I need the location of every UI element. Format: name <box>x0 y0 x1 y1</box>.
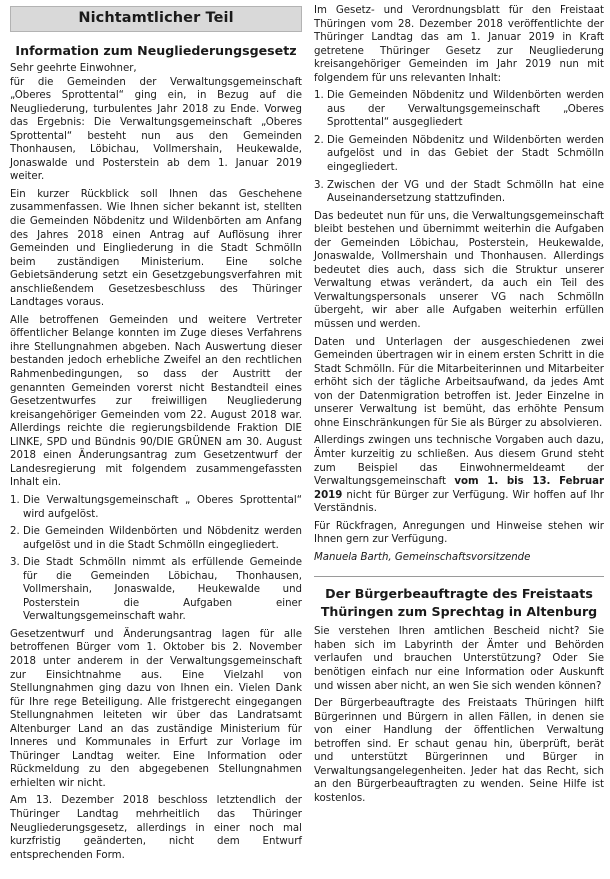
paragraph: Alle betroffenen Gemeinden und weitere Vertreter öffentlicher Belange konnten im Zuge dieses Verfahrens ihre Stellungnahmen abgeben. Nach Auswertung dieser bestanden jedoch erhebliche Zweifel an den rechtlichen Rahmenbedingungen, so dass der Austritt der genannten Gemeinden vorerst nicht Bestandteil eines Gesetzentwurfes zur freiwilligen Neugliederung kreisangehöriger Gemeinden vom 22. August 2018 war. Allerdings reichte die regierungsbildende Fraktion DIE LINKE, SPD und Bündnis 90/DIE GRÜNEN am 30. August 2018 einen Änderungsantrag zum Gesetzentwurf der Landesregierung mit folgendem zusammengefassten Inhalt ein. <box>10 314 302 489</box>
paragraph: Gesetzentwurf und Änderungsantrag lagen für alle betroffenen Bürger vom 1. Oktober bis 2. November 2018 unter anderem in der Verwaltungsgemeinschaft zur Einsichtnahme aus. Eine Vielzahl von Stellungnahmen ging dazu von Ihnen ein. Vielen Dank für Ihre rege Beteiligung. Alle fristgerecht eingegangen Stellungnahmen leiteten wir über das Landratsamt Altenburger Land an das zuständige Ministerium für Inneres und Kommunales in Erfurt zur Vorlage im Thüringer Landtag weiter. Eine Information oder Rückmeldung zu den abgegebenen Stellungnahmen erhielten wir nicht. <box>10 628 302 789</box>
paragraph: Für Rückfragen, Anregungen und Hinweise stehen wir Ihnen gern zur Verfügung. <box>314 520 604 546</box>
list-number: 2. <box>314 134 324 146</box>
article-title: Information zum Neugliederungsgesetz <box>15 43 297 58</box>
paragraph <box>314 434 604 515</box>
section-title: Nichtamtlicher Teil <box>78 10 234 27</box>
right-column <box>314 4 604 809</box>
title-line: Der Bürgerbeauftragte des Freistaats <box>325 586 593 602</box>
list-number: 3. <box>10 557 20 569</box>
amendment-list <box>10 494 302 624</box>
text-run: Allerdings zwingen uns technische Vorgaben auch dazu, Ämter kurzeitig zu schließen. Aus diesem Grund steht zum Beispiel das Einwohnermeldeamt der Verwaltungsgemeinschaft <box>314 435 604 488</box>
paragraph: für die Gemeinden der Verwaltungsgemeinschaft „Oberes Sprottental“ ging ein, in Bezug auf die Neugliederung, turbulentes Jahr 2018 zu Ende. Vorweg das Ergebnis: Die Verwaltungsgemeinschaft „Oberes Sprottental“ besteht nun aus den Gemeinden Thonhausen, Löbichau, Vollmershain, Heukewalde, Jonaswalde und Posterstein ab dem 1. Januar 2019 weiter. <box>10 76 302 183</box>
left-column <box>10 6 302 866</box>
signature: Manuela Barth, Gemeinschaftsvorsitzende <box>314 551 531 563</box>
list-number: 1. <box>10 494 20 506</box>
law-content-list <box>314 89 604 205</box>
list-text: Die Gemeinden Nöbdenitz und Wildenbörten werden aufgelöst und in das Gebiet der Stadt Schmölln eingegliedert. <box>327 134 604 174</box>
paragraph: Daten und Unterlagen der ausgeschiedenen zwei Gemeinden übertragen wir in einem ersten Schritt in die Stadt Schmölln. Für die Mitarbeiterinnen und Mitarbeiter erhöht sich der tägliche Arbeitsaufwand, da jedes Amt von der Datenmigration betroffen ist. Jeder Einzelne in unserer Verwaltung ist bemüht, das erhöhte Pensum ohne Einschränkungen für Sie als Bürger zu absolvieren. <box>314 336 604 429</box>
paragraph: Das bedeutet nun für uns, die Verwaltungsgemeinschaft bleibt bestehen und übernimmt weiterhin die Aufgaben der Gemeinden Löbichau, Posterstein, Heukewalde, Jonaswalde, Vollmershain und Thonhausen. Allerdings bedeutet dies auch, dass sich die Struktur unserer Verwaltung etwas verändert, da auch ein Teil des Verwaltungspersonals unserer VG nach Schmölln übergeht, wir aber alle Aufgaben weiterhin erfüllen müssen und werden. <box>314 210 604 331</box>
list-text: Die Gemeinden Nöbdenitz und Wildenbörten werden aus der Verwaltungsgemeinschaft „Oberes Sprottental“ ausgegliedert <box>327 90 604 129</box>
list-text: Die Gemeinden Wildenbörten und Nöbdenitz werden aufgelöst und in die Stadt Schmölln eingegliedert. <box>23 526 302 551</box>
paragraph: Der Bürgerbeauftragte des Freistaats Thüringen hilft Bürgerinnen und Bürgern in allen Fällen, in denen sie von einer Handlung der öffentlichen Verwaltung betroffen sind. Er schaut genau hin, überprüft, berät und unterstützt Bürgerinnen und Bürger in Verwaltungsangelegenheiten. Jeder hat das Recht, sich an den Bürgerbeauftragten zu wenden. Seine Hilfe ist kostenlos. <box>314 698 604 804</box>
paragraph: Sie verstehen Ihren amtlichen Bescheid nicht? Sie haben sich im Labyrinth der Ämter und Behörden verlaufen und brauchen Unterstützung? Oder Sie benötigen einfach nur eine Information oder Auskunft und wissen aber nicht, an wen Sie sich wenden können? <box>314 626 604 692</box>
paragraph: Im Gesetz- und Verordnungsblatt für den Freistaat Thüringen vom 28. Dezember 2018 veröffentlichte der Thüringer Landtag das am 1. Januar 2019 in Kraft getretene Thüringer Gesetz zur Neugliederung kreisangehöriger Gemeinden im Jahr 2019 nun mit folgendem für uns relevanten Inhalt: <box>314 5 604 84</box>
list-text: Die Verwaltungsgemeinschaft „ Oberes Sprottental“ wird aufgelöst. <box>23 494 302 520</box>
article-title <box>314 585 604 621</box>
list-text: Die Stadt Schmölln nimmt als erfüllende Gemeinde für die Gemeinden Löbichau, Thonhausen, Vollmershain, Jonaswalde, Heukewalde und Posterstein die Aufgaben einer Verwaltungsgemeinschaft wahr. <box>23 557 302 623</box>
list-item <box>10 525 302 552</box>
section-header <box>10 6 302 32</box>
list-item <box>314 89 604 130</box>
list-item <box>10 556 302 624</box>
paragraph: Ein kurzer Rückblick soll Ihnen das Geschehene zusammenfassen. Wie Ihnen sicher bekannt ist, stellten die Gemeinden Nöbdenitz und Wildenbörten am Anfang des Jahres 2018 einen Antrag auf Auflösung ihrer Gemeinden und Eingliederung in die Stadt Schmölln beim zuständigen Ministerium. Eine solche Gebietsänderung setzt ein Gesetzgebungsverfahren mit anschließendem Gesetzesbeschluss des Thüringer Landtages voraus. <box>10 188 302 309</box>
list-item <box>10 494 302 521</box>
article-divider <box>314 576 604 577</box>
list-number: 3. <box>314 179 324 191</box>
salutation: Sehr geehrte Einwohner, <box>10 63 137 74</box>
list-number: 1. <box>314 90 324 102</box>
list-text: Zwischen der VG und der Stadt Schmölln hat eine Auseinandersetzung stattzufinden. <box>327 179 604 205</box>
list-item <box>314 179 604 206</box>
paragraph: Am 13. Dezember 2018 beschloss letztendlich der Thüringer Landtag mehrheitlich das Thüringer Neugliederungsgesetz, allerdings in einer noch mal kurzfristig geänderten, nicht dem Entwurf entsprechenden Form. <box>10 795 302 861</box>
text-run: nicht für Bürger zur Verfügung. Wir hoffen auf Ihr Verständnis. <box>314 489 604 515</box>
closure-dates: vom 1. bis 13. Februar 2019 <box>314 476 605 501</box>
title-line: Thüringen zum Sprechtag in Altenburg <box>320 604 598 620</box>
list-number: 2. <box>10 526 20 538</box>
list-item <box>314 134 604 175</box>
